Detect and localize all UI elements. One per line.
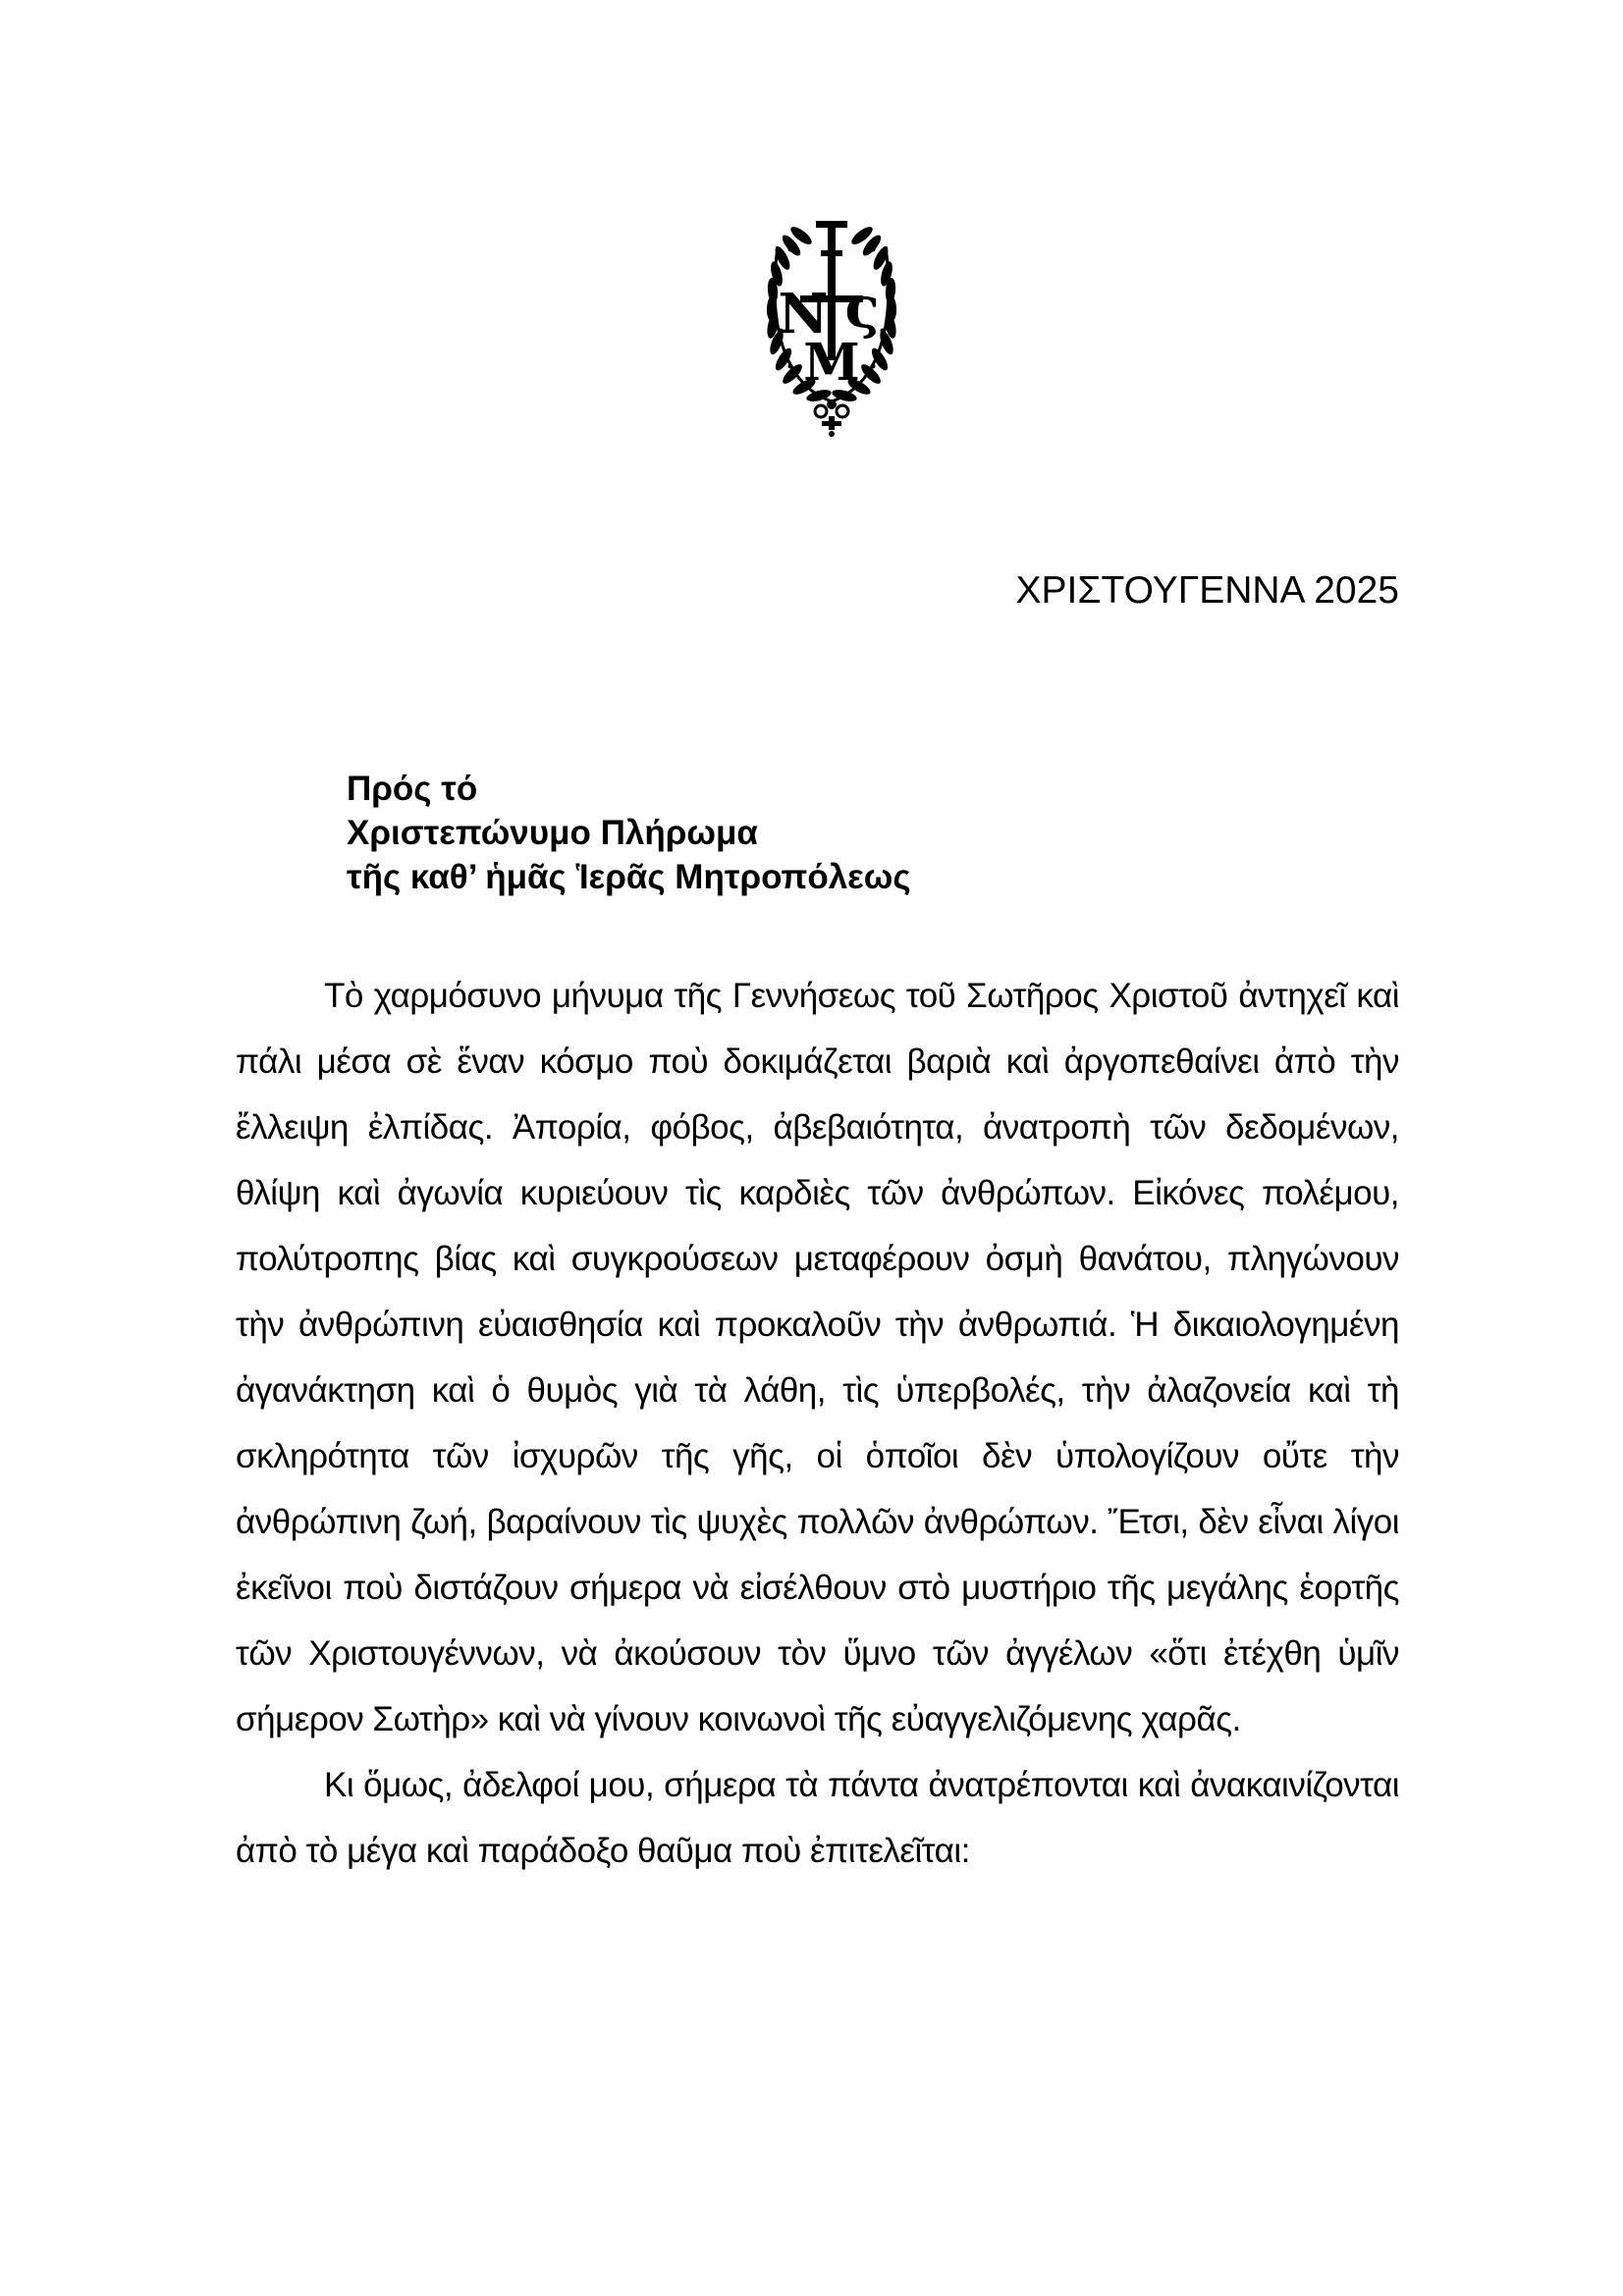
address-line-3: τῆς καθ’ ἡμᾶς Ἱερᾶς Μητροπόλεως [347,858,911,896]
date-line: ΧΡΙΣΤΟΥΓΕΝΝΑ 2025 [1015,569,1399,612]
monogram-letter-nu: Ν [778,282,829,347]
wreath-ribbon-icon [815,400,848,437]
paragraph-2: Κι ὅμως, ἀδελφοί μου, σήμερα τὰ πάντα ἀνατρέπονται καὶ ἀνακαινίζονται ἀπὸ τὸ μέγα καὶ παράδοξο θαῦμα ποὺ ἐπιτελεῖται: [236,1766,1399,1870]
monogram-letter-stigma: ς [844,274,880,341]
paragraph-1: Τὸ χαρμόσυνο μήνυμα τῆς Γεννήσεως τοῦ Σωτῆρος Χριστοῦ ἀντηχεῖ καὶ πάλι μέσα σὲ ἕναν κόσμο ποὺ δοκιμάζεται βαριὰ καὶ ἀργοπεθαίνει ἀπὸ τὴν ἔλλειψη ἐλπίδας. Ἀπορία, φόβος, ἀβεβαιότητα, ἀνατροπὴ τῶν δεδομένων, θλίψη καὶ ἀγωνία κυριεύουν τὶς καρδιὲς τῶν ἀνθρώπων. Εἰκόνες πολέμου, πολύτροπης βίας καὶ συγκρούσεων μεταφέρουν ὀσμὴ θανάτου, πληγώνουν τὴν ἀνθρώπινη εὐαισθησία καὶ προκαλοῦν τὴν ἀνθρωπιά. Ἡ δικαιολογημένη ἀγανάκτηση καὶ ὁ θυμὸς γιὰ τὰ λάθη, τὶς ὑπερβολές, τὴν ἀλαζονεία καὶ τὴ σκληρότητα τῶν ἰσχυρῶν τῆς γῆς, οἱ ὁποῖοι δὲν ὑπολογίζουν οὔτε τὴν ἀνθρώπινη ζωή, βαραίνουν τὶς ψυχὲς πολλῶν ἀνθρώπων. Ἔτσι, δὲν εἶναι λίγοι ἐκεῖνοι ποὺ διστάζουν σήμερα νὰ εἰσέλθουν στὸ μυστήριο τῆς μεγάλης ἑορτῆς τῶν Χριστουγέννων, νὰ ἀκούσουν τὸν ὕμνο τῶν ἀγγέλων «ὅτι ἐτέχθη ὑμῖν σήμερον Σωτὴρ» καὶ νὰ γίνουν κοινωνοὶ τῆς εὐαγγελιζόμενης χαρᾶς. [236,977,1399,1738]
letter-body [236,963,1399,1884]
metropolis-emblem [738,209,925,440]
monogram-letter-mu: Μ [803,333,860,393]
address-block [347,767,911,899]
address-line-1: Πρός τό [347,770,478,808]
address-line-2: Χριστεπώνυμο Πλήρωμα [347,814,758,852]
